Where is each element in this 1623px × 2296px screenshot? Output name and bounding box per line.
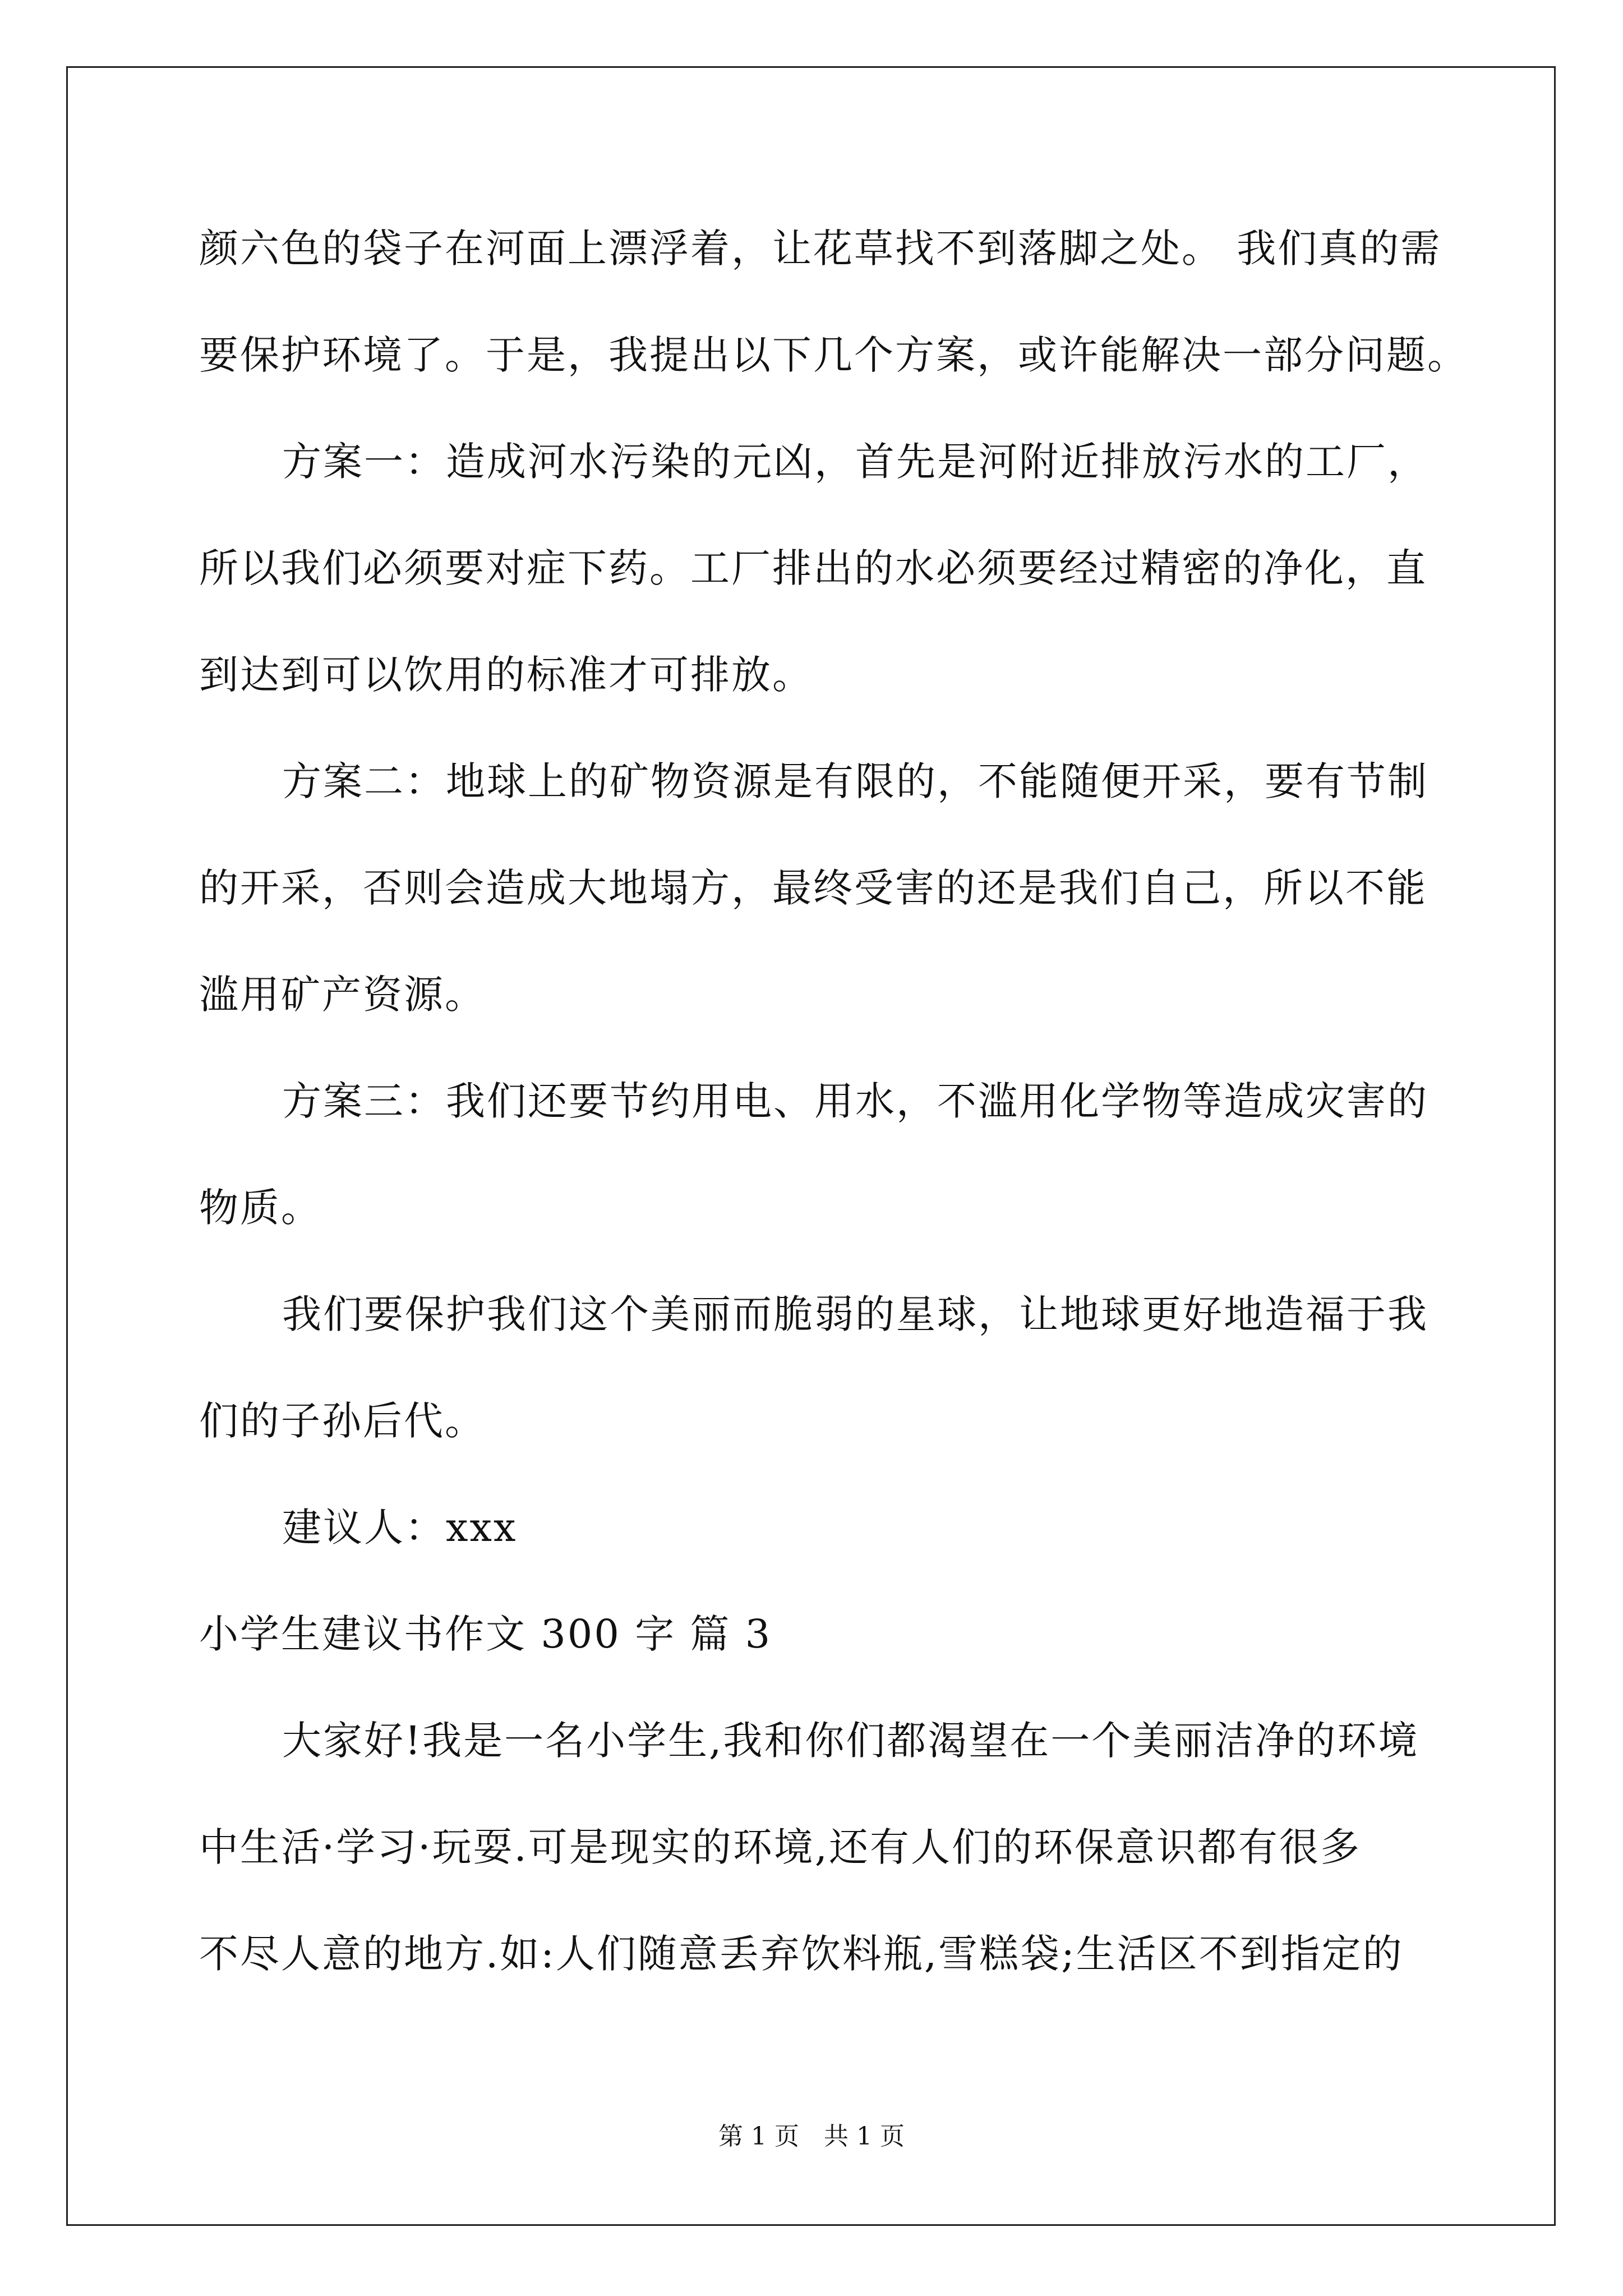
page-border bbox=[66, 66, 1556, 2226]
paragraph-line: 物质。 bbox=[199, 1185, 322, 1231]
paragraph-line: 到达到可以饮用的标准才可排放。 bbox=[199, 652, 813, 698]
paragraph-line: 的开采，否则会造成大地塌方，最终受害的还是我们自己，所以不能 bbox=[199, 865, 1427, 911]
paragraph-line: 要保护环境了。于是，我提出以下几个方案，或许能解决一部分问题。 bbox=[199, 332, 1468, 378]
paragraph-line: 方案三：我们还要节约用电、用水，不滥用化学物等造成灾害的 bbox=[282, 1078, 1428, 1124]
paragraph-line: 大家好!我是一名小学生,我和你们都渴望在一个美丽洁净的环境 bbox=[282, 1718, 1419, 1764]
signature-line: 建议人：xxx bbox=[282, 1504, 518, 1550]
paragraph-line: 滥用矿产资源。 bbox=[199, 972, 486, 1018]
section-heading: 小学生建议书作文 300 字 篇 3 bbox=[199, 1611, 772, 1657]
paragraph-line: 不尽人意的地方.如:人们随意丢弃饮料瓶,雪糕袋;生活区不到指定的 bbox=[199, 1931, 1404, 1977]
paragraph-line: 所以我们必须要对症下药。工厂排出的水必须要经过精密的净化，直 bbox=[199, 545, 1427, 591]
paragraph-line: 方案一：造成河水污染的元凶，首先是河附近排放污水的工厂， bbox=[282, 439, 1428, 485]
paragraph-line: 中生活·学习·玩耍.可是现实的环境,还有人们的环保意识都有很多 bbox=[199, 1824, 1362, 1870]
paragraph-line: 方案二：地球上的矿物资源是有限的，不能随便开采，要有节制 bbox=[282, 758, 1428, 804]
paragraph-line: 颜六色的袋子在河面上漂浮着，让花草找不到落脚之处。 我们真的需 bbox=[199, 226, 1442, 272]
page-footer: 第 1 页 共 1 页 bbox=[718, 2122, 905, 2151]
paragraph-line: 我们要保护我们这个美丽而脆弱的星球，让地球更好地造福于我 bbox=[282, 1291, 1428, 1337]
paragraph-line: 们的子孙后代。 bbox=[199, 1398, 486, 1444]
